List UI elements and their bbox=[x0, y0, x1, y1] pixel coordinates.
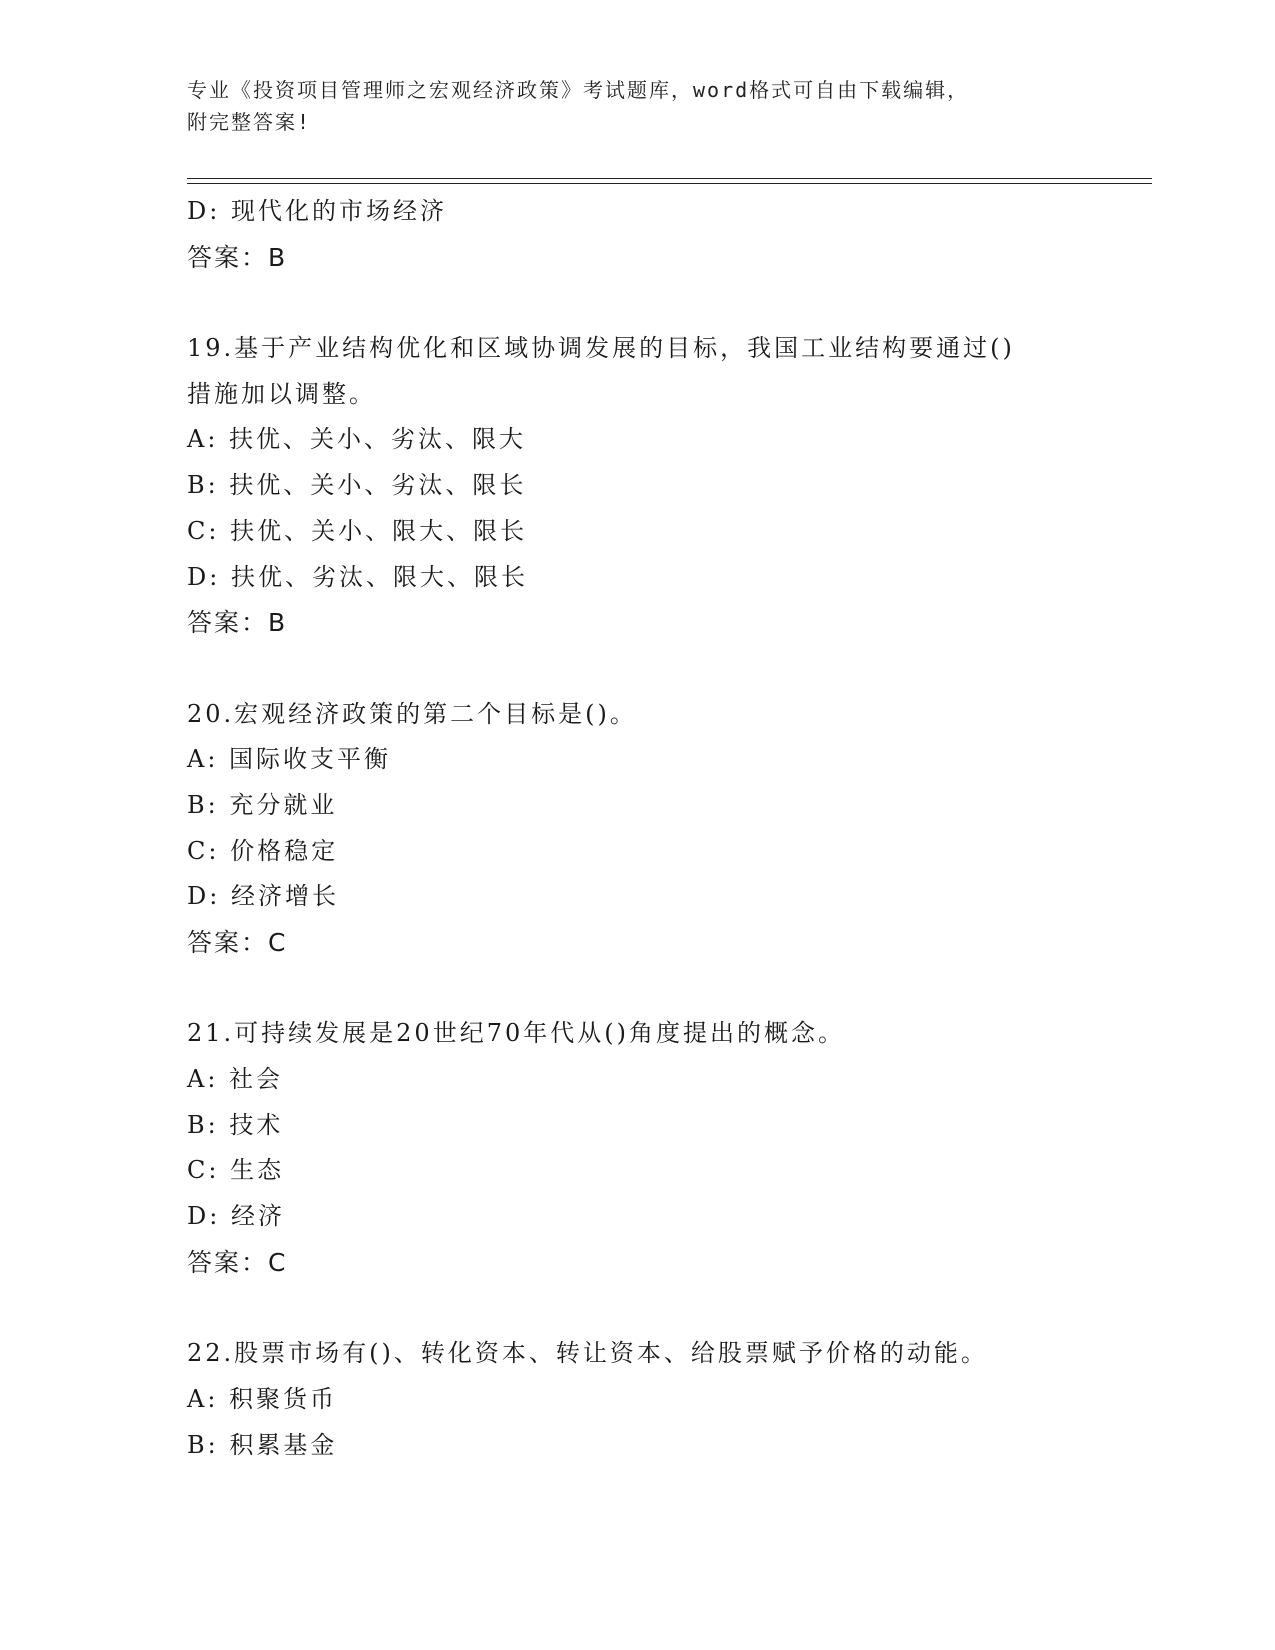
header-line-1: 专业《投资项目管理师之宏观经济政策》考试题库，word格式可自由下载编辑， bbox=[187, 78, 970, 102]
answer-label: 答案：C bbox=[187, 928, 288, 957]
option-b: B: 充分就业 bbox=[187, 790, 338, 819]
option-d: D: 扶优、劣汰、限大、限长 bbox=[187, 562, 528, 591]
spacer bbox=[187, 1286, 1147, 1332]
question-18 bbox=[187, 189, 1147, 280]
question-19 bbox=[187, 326, 1147, 646]
question-text: 22.股票市场有()、转化资本、转让资本、给股票赋予价格的动能。 bbox=[187, 1339, 988, 1368]
option-a: A: 国际收支平衡 bbox=[187, 745, 392, 774]
option-d: D: 现代化的市场经济 bbox=[187, 197, 447, 225]
option-c: C: 扶优、关小、限大、限长 bbox=[187, 516, 528, 545]
answer-label: 答案：B bbox=[187, 242, 288, 272]
header-line-2: 附完整答案! bbox=[187, 110, 312, 134]
option-a: A: 积聚货币 bbox=[187, 1384, 338, 1413]
option-b: B: 积累基金 bbox=[187, 1430, 338, 1459]
question-list bbox=[187, 189, 1147, 1468]
option-c: C: 价格稳定 bbox=[187, 836, 339, 865]
header-divider-bottom bbox=[187, 183, 1152, 184]
option-d: D: 经济增长 bbox=[187, 882, 339, 911]
option-a: A: 扶优、关小、劣汰、限大 bbox=[187, 425, 527, 454]
question-text-continued: 措施加以调整。 bbox=[187, 379, 376, 408]
question-text: 20.宏观经济政策的第二个目标是()。 bbox=[187, 699, 637, 728]
question-20 bbox=[187, 692, 1147, 966]
option-b: B: 扶优、关小、劣汰、限长 bbox=[187, 471, 527, 500]
option-b: B: 技术 bbox=[187, 1110, 284, 1139]
question-22 bbox=[187, 1331, 1147, 1468]
answer-label: 答案：C bbox=[187, 1247, 288, 1277]
answer-label: 答案：B bbox=[187, 608, 288, 638]
option-a: A: 社会 bbox=[187, 1065, 284, 1094]
question-text: 19.基于产业结构优化和区域协调发展的目标，我国工业结构要通过() bbox=[187, 334, 1015, 363]
option-d: D: 经济 bbox=[187, 1202, 285, 1231]
spacer bbox=[187, 966, 1147, 1012]
spacer bbox=[187, 280, 1147, 326]
document-header bbox=[187, 74, 1067, 138]
question-21 bbox=[187, 1011, 1147, 1285]
question-text: 21.可持续发展是20世纪70年代从()角度提出的概念。 bbox=[187, 1019, 845, 1048]
option-c: C: 生态 bbox=[187, 1156, 285, 1185]
spacer bbox=[187, 646, 1147, 692]
header-divider-top bbox=[187, 178, 1152, 179]
